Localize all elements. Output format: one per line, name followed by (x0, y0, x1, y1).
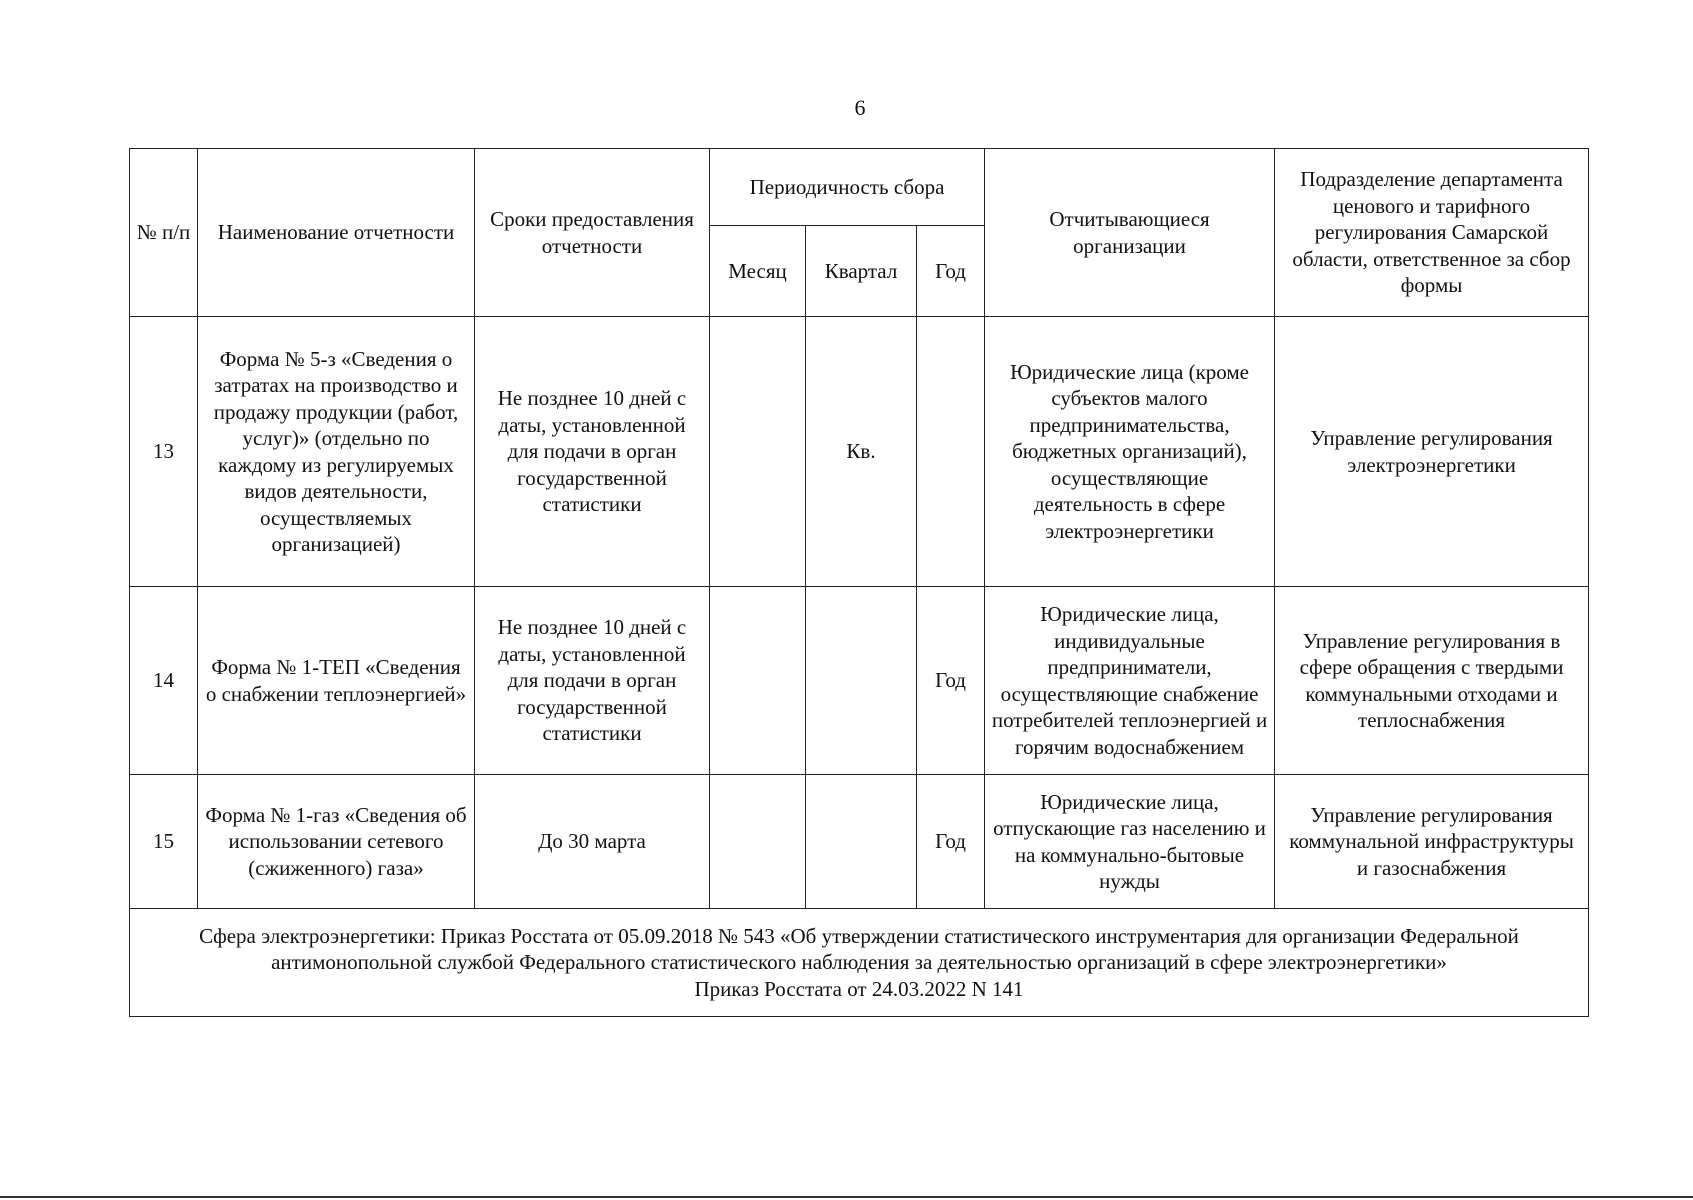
row-month (710, 775, 806, 909)
row-num: 13 (130, 317, 198, 587)
row-name: Форма № 5-з «Сведения о затратах на производство и продажу продукции (работ, услуг)» (отдельно по каждому из регулируемых видов деятельности, осуществляемых организацией) (198, 317, 475, 587)
row-dept: Управление регулирования в сфере обращения с твердыми коммунальными отходами и теплоснабжения (1275, 587, 1589, 775)
row-year (917, 317, 985, 587)
footer-row (130, 909, 1589, 1017)
header-dept: Подразделение департамента ценового и тарифного регулирования Самарской области, ответственное за сбор формы (1275, 149, 1589, 317)
row-deadline: Не позднее 10 дней с даты, установленной для подачи в орган государственной статистики (475, 317, 710, 587)
footer-note (130, 909, 1589, 1017)
row-name: Форма № 1-газ «Сведения об использовании сетевого (сжиженного) газа» (198, 775, 475, 909)
row-num: 14 (130, 587, 198, 775)
header-row (130, 149, 1589, 226)
row-dept: Управление регулирования коммунальной инфраструктуры и газоснабжения (1275, 775, 1589, 909)
row-name: Форма № 1-ТЕП «Сведения о снабжении теплоэнергией» (198, 587, 475, 775)
row-year: Год (917, 587, 985, 775)
table-row (130, 587, 1589, 775)
header-deadline: Сроки предоставления отчетности (475, 149, 710, 317)
header-name: Наименование отчетности (198, 149, 475, 317)
row-deadline: Не позднее 10 дней с даты, установленной для подачи в орган государственной статистики (475, 587, 710, 775)
table-row (130, 317, 1589, 587)
header-num: № п/п (130, 149, 198, 317)
page-number: 6 (854, 95, 866, 120)
row-year: Год (917, 775, 985, 909)
row-quarter (806, 775, 917, 909)
row-deadline: До 30 марта (475, 775, 710, 909)
row-quarter: Кв. (806, 317, 917, 587)
reporting-table (129, 148, 1589, 1017)
row-quarter (806, 587, 917, 775)
row-month (710, 587, 806, 775)
row-orgs: Юридические лица, отпускающие газ населению и на коммунально-бытовые нужды (985, 775, 1275, 909)
row-orgs: Юридические лица, индивидуальные предприниматели, осуществляющие снабжение потребителей теплоэнергией и горячим водоснабжением (985, 587, 1275, 775)
footer-order-2018: Сфера электроэнергетики: Приказ Росстата от 05.09.2018 № 543 «Об утверждении статистического инструментария для организации Федеральной антимонопольной службой Федерального статистического наблюдения за деятельностью организаций в сфере электроэнергетики» (199, 923, 1519, 975)
row-month (710, 317, 806, 587)
footer-order-2022: Приказ Росстата от 24.03.2022 N 141 (694, 976, 1024, 1001)
row-dept: Управление регулирования электроэнергетики (1275, 317, 1589, 587)
table-row (130, 775, 1589, 909)
header-period-group: Периодичность сбора (710, 149, 985, 226)
row-orgs: Юридические лица (кроме субъектов малого предпринимательства, бюджетных организаций), осуществляющие деятельность в сфере электроэнергетики (985, 317, 1275, 587)
header-orgs: Отчитывающиеся организации (985, 149, 1275, 317)
header-year: Год (917, 226, 985, 317)
header-month: Месяц (710, 226, 806, 317)
row-num: 15 (130, 775, 198, 909)
header-quarter: Квартал (806, 226, 917, 317)
scan-edge-line (0, 1196, 1693, 1198)
